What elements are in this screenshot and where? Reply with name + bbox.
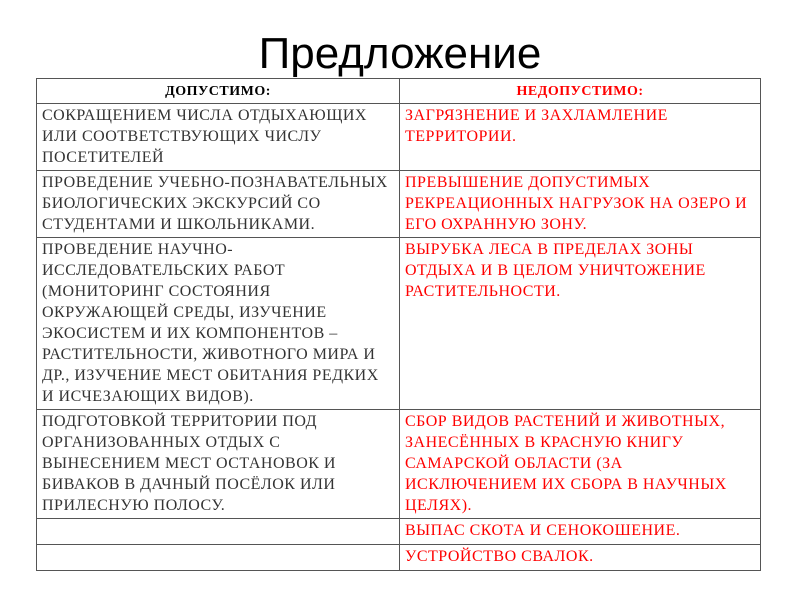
allowed-cell: [37, 545, 400, 571]
table-row: [37, 238, 761, 410]
forbidden-cell: ВЫРУБКА ЛЕСА В ПРЕДЕЛАХ ЗОНЫ ОТДЫХА И В ЦЕЛОМ УНИЧТОЖЕНИЕ РАСТИТЕЛЬНОСТИ.: [400, 238, 761, 410]
slide-title: Предложение: [258, 29, 542, 78]
table-row: [37, 410, 761, 519]
forbidden-cell: ВЫПАС СКОТА И СЕНОКОШЕНИЕ.: [400, 519, 761, 545]
header-row: [37, 79, 761, 104]
table-row: [37, 519, 761, 545]
header-forbidden: НЕДОПУСТИМО:: [400, 79, 761, 104]
table-row: [37, 104, 761, 171]
allowed-cell: ПРОВЕДЕНИЕ НАУЧНО-ИССЛЕДОВАТЕЛЬСКИХ РАБОТ (МОНИТОРИНГ СОСТОЯНИЯ ОКРУЖАЮЩЕЙ СРЕДЫ, ИЗУЧЕНИЕ ЭКОСИСТЕМ И ИХ КОМПОНЕНТОВ – РАСТИТЕЛЬНОСТИ, ЖИВОТНОГО МИРА И ДР., ИЗУЧЕНИЕ МЕСТ ОБИТАНИЯ РЕДКИХ И ИСЧЕЗАЮЩИХ ВИДОВ).: [37, 238, 400, 410]
table-header: [37, 79, 761, 104]
header-allowed: ДОПУСТИМО:: [37, 79, 400, 104]
forbidden-cell: ПРЕВЫШЕНИЕ ДОПУСТИМЫХ РЕКРЕАЦИОННЫХ НАГРУЗОК НА ОЗЕРО И ЕГО ОХРАННУЮ ЗОНУ.: [400, 171, 761, 238]
allowed-cell: СОКРАЩЕНИЕМ ЧИСЛА ОТДЫХАЮЩИХ ИЛИ СООТВЕТСТВУЮЩИХ ЧИСЛУ ПОСЕТИТЕЛЕЙ: [37, 104, 400, 171]
table-row: [37, 545, 761, 571]
forbidden-cell: ЗАГРЯЗНЕНИЕ И ЗАХЛАМЛЕНИЕ ТЕРРИТОРИИ.: [400, 104, 761, 171]
allowed-cell: ПРОВЕДЕНИЕ УЧЕБНО-ПОЗНАВАТЕЛЬНЫХ БИОЛОГИЧЕСКИХ ЭКСКУРСИЙ СО СТУДЕНТАМИ И ШКОЛЬНИКАМИ.: [37, 171, 400, 238]
table-row: [37, 171, 761, 238]
allowed-cell: ПОДГОТОВКОЙ ТЕРРИТОРИИ ПОД ОРГАНИЗОВАННЫХ ОТДЫХ С ВЫНЕСЕНИЕМ МЕСТ ОСТАНОВОК И БИВАКОВ В ДАЧНЫЙ ПОСЁЛОК ИЛИ ПРИЛЕСНУЮ ПОЛОСУ.: [37, 410, 400, 519]
forbidden-cell: СБОР ВИДОВ РАСТЕНИЙ И ЖИВОТНЫХ, ЗАНЕСЁННЫХ В КРАСНУЮ КНИГУ САМАРСКОЙ ОБЛАСТИ (ЗА ИСКЛЮЧЕНИЕМ ИХ СБОРА В НАУЧНЫХ ЦЕЛЯХ).: [400, 410, 761, 519]
table-body: [37, 104, 761, 571]
allowed-cell: [37, 519, 400, 545]
forbidden-cell: УСТРОЙСТВО СВАЛОК.: [400, 545, 761, 571]
comparison-table: [36, 78, 761, 571]
